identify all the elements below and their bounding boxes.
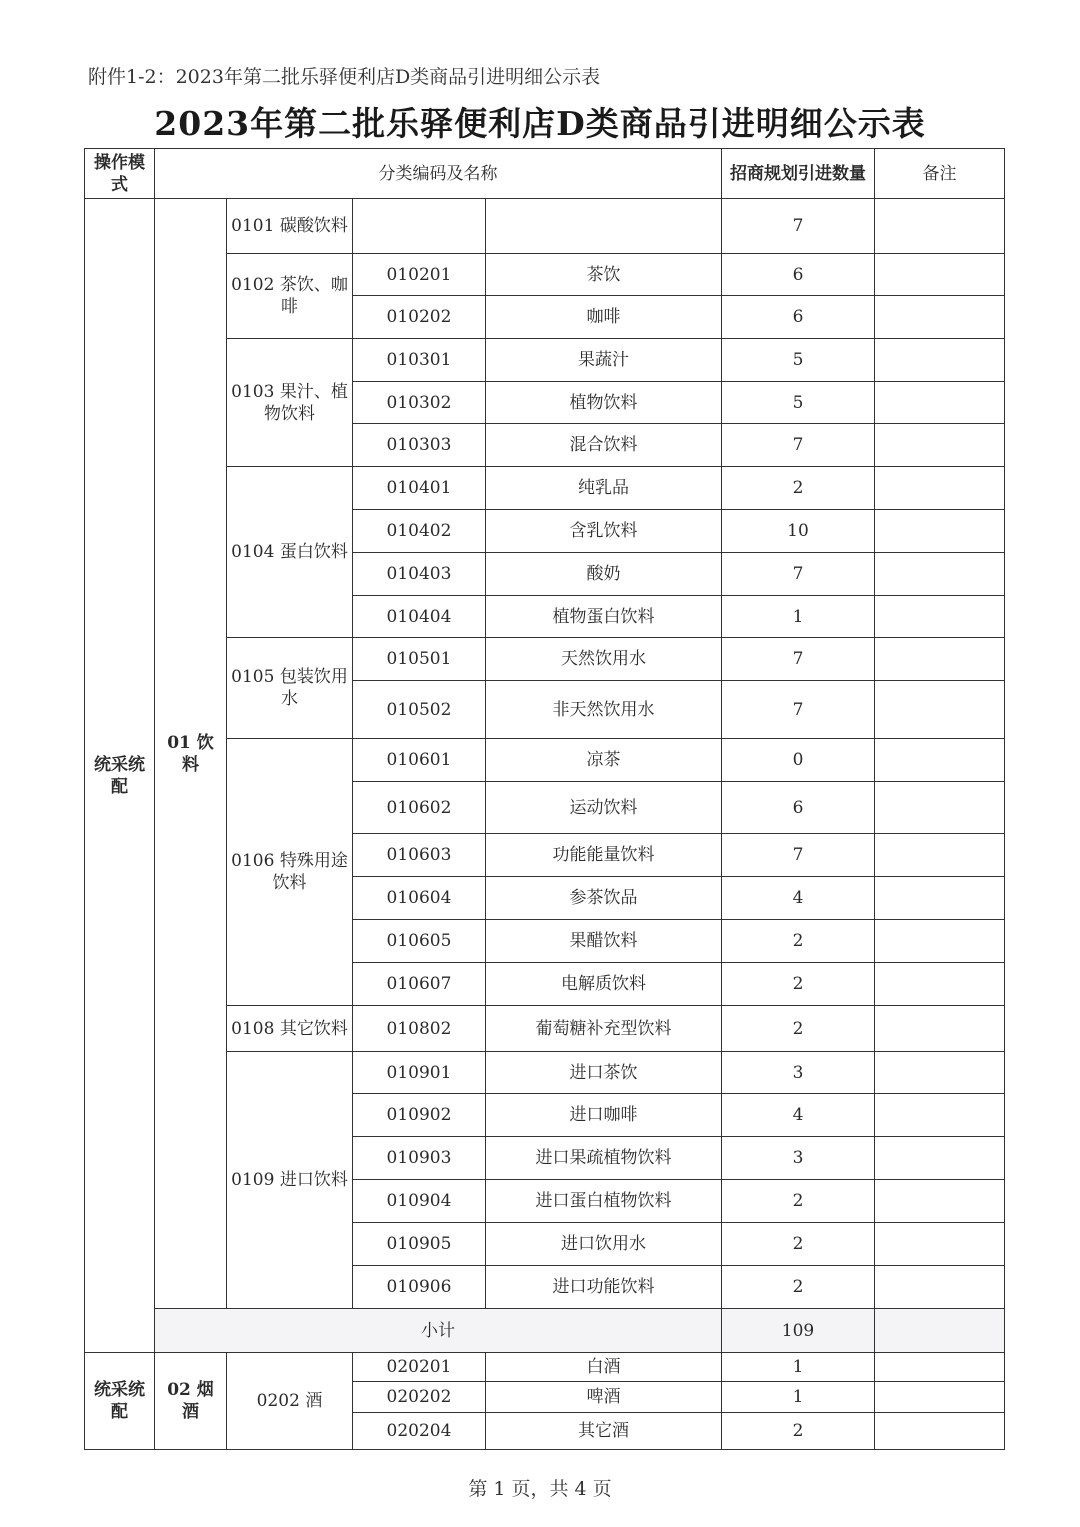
remark-cell — [875, 782, 1005, 834]
header-category: 分类编码及名称 — [155, 149, 722, 199]
remark-cell — [875, 254, 1005, 296]
name-cell: 果蔬汁 — [486, 339, 722, 382]
name-cell: 功能能量饮料 — [486, 834, 722, 877]
level2-cell: 0108 其它饮料 — [227, 1006, 353, 1052]
level2-cell: 0106 特殊用途饮料 — [227, 739, 353, 1006]
name-cell: 天然饮用水 — [486, 638, 722, 681]
header-remark: 备注 — [875, 149, 1005, 199]
remark-cell — [875, 1353, 1005, 1382]
qty-cell: 2 — [722, 920, 875, 963]
qty-cell: 2 — [722, 467, 875, 510]
remark-cell — [875, 199, 1005, 254]
table-row — [85, 1353, 1005, 1382]
qty-cell: 3 — [722, 1052, 875, 1094]
code-cell: 020201 — [353, 1353, 486, 1382]
name-cell: 植物蛋白饮料 — [486, 596, 722, 638]
code-cell: 010501 — [353, 638, 486, 681]
name-cell: 参茶饮品 — [486, 877, 722, 920]
code-cell: 010402 — [353, 510, 486, 553]
remark-cell — [875, 920, 1005, 963]
subtotal-label: 小计 — [155, 1309, 722, 1353]
header-row — [85, 149, 1005, 199]
remark-cell — [875, 1180, 1005, 1223]
code-cell: 010502 — [353, 681, 486, 739]
table-row — [85, 199, 1005, 254]
qty-cell: 2 — [722, 1266, 875, 1309]
remark-cell — [875, 834, 1005, 877]
page-footer: 第 1 页，共 4 页 — [468, 1478, 612, 1500]
code-cell: 010802 — [353, 1006, 486, 1052]
name-cell: 进口咖啡 — [486, 1094, 722, 1137]
level2-cell: 0105 包装饮用水 — [227, 638, 353, 739]
remark-cell — [875, 1266, 1005, 1309]
code-cell: 010904 — [353, 1180, 486, 1223]
remark-cell — [875, 339, 1005, 382]
code-cell: 010903 — [353, 1137, 486, 1180]
name-cell: 进口饮用水 — [486, 1223, 722, 1266]
subtotal-row — [85, 1309, 1005, 1353]
header-qty: 招商规划引进数量 — [722, 149, 875, 199]
name-cell: 运动饮料 — [486, 782, 722, 834]
subtotal-value: 109 — [722, 1309, 875, 1353]
name-cell: 其它酒 — [486, 1413, 722, 1450]
remark-cell — [875, 1137, 1005, 1180]
code-cell: 010302 — [353, 382, 486, 424]
remark-cell — [875, 1223, 1005, 1266]
qty-cell: 5 — [722, 382, 875, 424]
qty-cell: 6 — [722, 254, 875, 296]
name-cell: 果醋饮料 — [486, 920, 722, 963]
level1-cell: 01 饮料 — [155, 199, 227, 1309]
level2-cell: 0104 蛋白饮料 — [227, 467, 353, 638]
remark-cell — [875, 510, 1005, 553]
qty-cell: 2 — [722, 1006, 875, 1052]
name-cell: 白酒 — [486, 1353, 722, 1382]
qty-cell: 2 — [722, 1180, 875, 1223]
name-cell: 酸奶 — [486, 553, 722, 596]
code-cell: 010607 — [353, 963, 486, 1006]
qty-cell: 7 — [722, 199, 875, 254]
remark-cell — [875, 1413, 1005, 1450]
remark-cell — [875, 1382, 1005, 1413]
code-cell — [353, 199, 486, 254]
name-cell: 纯乳品 — [486, 467, 722, 510]
code-cell: 020202 — [353, 1382, 486, 1413]
remark-cell — [875, 553, 1005, 596]
level2-cell: 0109 进口饮料 — [227, 1052, 353, 1309]
remark-cell — [875, 638, 1005, 681]
qty-cell: 0 — [722, 739, 875, 782]
code-cell: 010905 — [353, 1223, 486, 1266]
name-cell: 植物饮料 — [486, 382, 722, 424]
remark-cell — [875, 596, 1005, 638]
code-cell: 010403 — [353, 553, 486, 596]
subtotal-remark — [875, 1309, 1005, 1353]
qty-cell: 7 — [722, 834, 875, 877]
qty-cell: 2 — [722, 1413, 875, 1450]
remark-cell — [875, 467, 1005, 510]
qty-cell: 6 — [722, 782, 875, 834]
header-mode: 操作模式 — [85, 149, 155, 199]
code-cell: 010605 — [353, 920, 486, 963]
remark-cell — [875, 739, 1005, 782]
code-cell: 010601 — [353, 739, 486, 782]
name-cell: 茶饮 — [486, 254, 722, 296]
mode-cell: 统采统配 — [85, 199, 155, 1353]
qty-cell: 5 — [722, 339, 875, 382]
name-cell: 葡萄糖补充型饮料 — [486, 1006, 722, 1052]
code-cell: 010603 — [353, 834, 486, 877]
code-cell: 010301 — [353, 339, 486, 382]
qty-cell: 7 — [722, 553, 875, 596]
remark-cell — [875, 296, 1005, 339]
level2-cell: 0202 酒 — [227, 1353, 353, 1450]
code-cell: 010201 — [353, 254, 486, 296]
code-cell: 010906 — [353, 1266, 486, 1309]
name-cell: 进口蛋白植物饮料 — [486, 1180, 722, 1223]
remark-cell — [875, 424, 1005, 467]
qty-cell: 7 — [722, 638, 875, 681]
qty-cell: 7 — [722, 424, 875, 467]
qty-cell: 10 — [722, 510, 875, 553]
level2-cell: 0101 碳酸饮料 — [227, 199, 353, 254]
name-cell: 凉茶 — [486, 739, 722, 782]
code-cell: 010602 — [353, 782, 486, 834]
name-cell: 非天然饮用水 — [486, 681, 722, 739]
name-cell: 进口果疏植物饮料 — [486, 1137, 722, 1180]
name-cell: 啤酒 — [486, 1382, 722, 1413]
qty-cell: 3 — [722, 1137, 875, 1180]
qty-cell: 1 — [722, 1382, 875, 1413]
name-cell: 含乳饮料 — [486, 510, 722, 553]
remark-cell — [875, 681, 1005, 739]
code-cell: 010901 — [353, 1052, 486, 1094]
code-cell: 010202 — [353, 296, 486, 339]
name-cell: 咖啡 — [486, 296, 722, 339]
level1-cell: 02 烟酒 — [155, 1353, 227, 1450]
code-cell: 010404 — [353, 596, 486, 638]
attachment-label: 附件1-2：2023年第二批乐驿便利店D类商品引进明细公示表 — [88, 66, 601, 88]
mode-cell: 统采统配 — [85, 1353, 155, 1450]
code-cell: 010401 — [353, 467, 486, 510]
code-cell: 020204 — [353, 1413, 486, 1450]
remark-cell — [875, 1006, 1005, 1052]
name-cell: 进口功能饮料 — [486, 1266, 722, 1309]
qty-cell: 2 — [722, 963, 875, 1006]
level2-cell: 0103 果汁、植物饮料 — [227, 339, 353, 467]
name-cell: 混合饮料 — [486, 424, 722, 467]
remark-cell — [875, 877, 1005, 920]
page-title: 2023年第二批乐驿便利店D类商品引进明细公示表 — [154, 104, 926, 143]
qty-cell: 7 — [722, 681, 875, 739]
qty-cell: 1 — [722, 596, 875, 638]
code-cell: 010303 — [353, 424, 486, 467]
name-cell: 进口茶饮 — [486, 1052, 722, 1094]
level2-cell: 0102 茶饮、咖啡 — [227, 254, 353, 339]
remark-cell — [875, 963, 1005, 1006]
qty-cell: 1 — [722, 1353, 875, 1382]
name-cell: 电解质饮料 — [486, 963, 722, 1006]
qty-cell: 6 — [722, 296, 875, 339]
code-cell: 010604 — [353, 877, 486, 920]
detail-table — [84, 148, 1005, 1450]
qty-cell: 2 — [722, 1223, 875, 1266]
remark-cell — [875, 1094, 1005, 1137]
qty-cell: 4 — [722, 877, 875, 920]
remark-cell — [875, 382, 1005, 424]
remark-cell — [875, 1052, 1005, 1094]
qty-cell: 4 — [722, 1094, 875, 1137]
code-cell: 010902 — [353, 1094, 486, 1137]
name-cell — [486, 199, 722, 254]
